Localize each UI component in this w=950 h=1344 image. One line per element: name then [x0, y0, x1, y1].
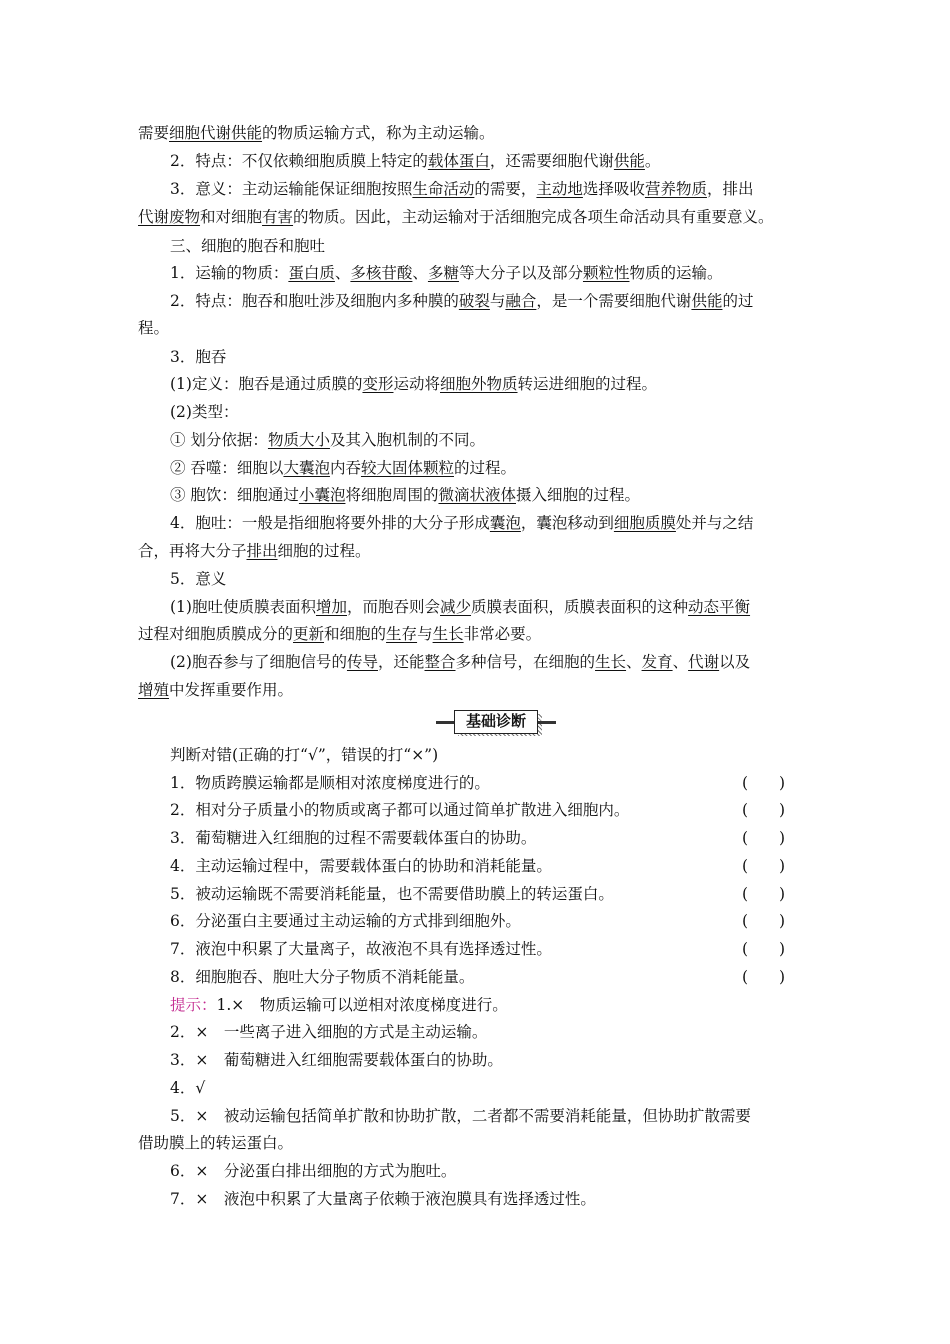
- text-segment: (1)胞吐使质膜表面积: [170, 598, 316, 616]
- text-line: [170, 569, 818, 589]
- text-segment: 的需要，: [474, 180, 537, 198]
- key-term: 营养物质: [644, 180, 707, 198]
- text-line: [138, 680, 818, 700]
- answer-box[interactable]: ( ): [742, 801, 786, 819]
- key-term: 有害: [262, 208, 294, 226]
- text-segment: 多种信号，在细胞的: [455, 653, 596, 671]
- answer-line: [170, 995, 818, 1015]
- text-segment: 。: [644, 152, 661, 170]
- question-text: 8．细胞胞吞、胞吐大分子物质不消耗能量。: [170, 968, 475, 986]
- text-segment: 将细胞周围的: [345, 486, 439, 504]
- text-segment: 、: [672, 653, 689, 671]
- key-term: 生长: [432, 625, 464, 643]
- key-term: 供能: [691, 292, 723, 310]
- key-term: 小囊泡: [298, 486, 346, 504]
- key-term: 蛋白质: [288, 264, 335, 282]
- question-text: 1．物质跨膜运输都是顺相对浓度梯度进行的。: [170, 774, 490, 792]
- key-term: 变形: [362, 375, 394, 393]
- text-segment: ，还需要细胞代谢: [489, 152, 614, 170]
- text-segment: 程。: [138, 319, 170, 337]
- text-line: [170, 513, 818, 533]
- key-term: 减少: [440, 598, 472, 616]
- text-line: [170, 179, 818, 199]
- answer-box[interactable]: ( ): [742, 857, 786, 875]
- answer-box[interactable]: ( ): [742, 968, 786, 986]
- text-segment: 的物质运输方式，称为主动运输。: [262, 124, 495, 142]
- key-term: 多糖: [427, 264, 459, 282]
- text-line: [170, 430, 818, 450]
- answer-line: 借助膜上的转运蛋白。: [138, 1134, 294, 1152]
- text-segment: ② 吞噬：细胞以: [170, 459, 284, 477]
- key-term: 破裂: [458, 292, 490, 310]
- text-segment: 4．胞吐：一般是指细胞将要外排的大分子形成: [170, 514, 490, 532]
- key-term: 供能: [613, 152, 645, 170]
- question-text: 7．液泡中积累了大量离子，故液泡不具有选择透过性。: [170, 940, 552, 958]
- text-segment: 1．运输的物质：: [170, 264, 289, 282]
- key-term: 生长: [595, 653, 627, 671]
- text-segment: 2．特点：胞吞和胞吐涉及细胞内多种膜的: [170, 292, 459, 310]
- section-title-banner: [436, 710, 556, 734]
- key-term: 增加: [315, 598, 347, 616]
- text-segment: ③ 胞饮：细胞通过: [170, 486, 299, 504]
- answer-box[interactable]: ( ): [742, 885, 786, 903]
- text-line: [170, 402, 818, 422]
- text-segment: 三、细胞的胞吞和胞吐: [170, 237, 326, 255]
- key-term: 发育: [641, 653, 673, 671]
- text-segment: 运动将: [393, 375, 440, 393]
- key-term: 融合: [505, 292, 537, 310]
- text-segment: 、: [626, 653, 642, 671]
- text-line: [170, 458, 818, 478]
- text-segment: 及其入胞机制的不同。: [329, 431, 485, 449]
- question-text: 4．主动运输过程中，需要载体蛋白的协助和消耗能量。: [170, 857, 552, 875]
- text-segment: ，排出: [706, 180, 754, 198]
- text-line: [170, 263, 818, 283]
- key-term: 代谢: [688, 653, 720, 671]
- key-term: 细胞代谢供能: [169, 124, 263, 142]
- key-term: 整合: [424, 653, 456, 671]
- text-segment: 质膜表面积，质膜表面积的这种: [471, 598, 689, 616]
- answer-line: 5．× 被动运输包括简单扩散和协助扩散，二者都不需要消耗能量，但协助扩散需要: [170, 1107, 751, 1125]
- text-segment: 中发挥重要作用。: [169, 681, 294, 699]
- text-segment: 物质的运输。: [629, 264, 723, 282]
- answer-line: 6．× 分泌蛋白排出细胞的方式为胞吐。: [170, 1162, 457, 1180]
- text-segment: 需要: [138, 124, 170, 142]
- text-segment: 处并与之结: [675, 514, 754, 532]
- text-segment: 细胞的过程。: [277, 542, 371, 560]
- answer-text: 1.× 物质运输可以逆相对浓度梯度进行。: [216, 996, 508, 1014]
- key-term: 物质大小: [267, 431, 330, 449]
- text-segment: 和对细胞: [200, 208, 263, 226]
- key-term: 代谢废物: [138, 208, 201, 226]
- title-bar-right: [538, 721, 556, 724]
- question-text: 3．葡萄糖进入红细胞的过程不需要载体蛋白的协助。: [170, 829, 537, 847]
- text-segment: 选择吸收: [582, 180, 645, 198]
- section-title: 基础诊断: [454, 710, 538, 734]
- answer-line: 3．× 葡萄糖进入红细胞需要载体蛋白的协助。: [170, 1051, 503, 1069]
- key-term: 增殖: [138, 681, 170, 699]
- text-segment: 合，再将大分子: [138, 542, 247, 560]
- answer-line: 7．× 液泡中积累了大量离子依赖于液泡膜具有选择透过性。: [170, 1190, 596, 1208]
- key-term: 排出: [246, 542, 278, 560]
- text-segment: (2)类型：: [170, 403, 239, 421]
- text-segment: 与: [489, 292, 506, 310]
- text-segment: 、: [334, 264, 351, 282]
- text-segment: 的过: [722, 292, 754, 310]
- answer-box[interactable]: ( ): [742, 912, 786, 930]
- key-term: 较大固体颗粒: [360, 459, 454, 477]
- text-segment: 和细胞的: [324, 625, 387, 643]
- key-term: 大囊泡: [283, 459, 330, 477]
- key-term: 颗粒性: [582, 264, 630, 282]
- key-term: 生命活动: [412, 180, 475, 198]
- question-text: 5．被动运输既不需要消耗能量，也不需要借助膜上的转运蛋白。: [170, 885, 614, 903]
- hint-label: 提示：: [170, 996, 217, 1014]
- key-term: 囊泡: [489, 514, 521, 532]
- text-line: [138, 318, 818, 338]
- answer-line: 2．× 一些离子进入细胞的方式是主动运输。: [170, 1023, 488, 1041]
- text-segment: 3．意义：主动运输能保证细胞按照: [170, 180, 413, 198]
- text-line: [138, 207, 818, 227]
- answer-box[interactable]: ( ): [742, 829, 786, 847]
- text-segment: 等大分子以及部分: [458, 264, 583, 282]
- text-line: [170, 597, 818, 617]
- key-term: 载体蛋白: [427, 152, 490, 170]
- text-segment: ，囊泡移动到: [520, 514, 614, 532]
- text-line: [170, 485, 818, 505]
- key-term: 生存: [386, 625, 418, 643]
- key-term: 细胞外物质: [440, 375, 518, 393]
- text-line: [138, 541, 818, 561]
- text-segment: 5．意义: [170, 570, 227, 588]
- text-segment: 摄入细胞的过程。: [515, 486, 640, 504]
- text-segment: 、: [412, 264, 428, 282]
- text-segment: 与: [417, 625, 433, 643]
- key-term: 动态平衡: [688, 598, 751, 616]
- question-text: 6．分泌蛋白主要通过主动运输的方式排到细胞外。: [170, 912, 521, 930]
- answer-box[interactable]: ( ): [742, 940, 786, 958]
- text-line: [170, 374, 818, 394]
- key-term: 细胞质膜: [613, 514, 676, 532]
- text-segment: 非常必要。: [463, 625, 542, 643]
- key-term: 主动地: [536, 180, 583, 198]
- text-segment: (2)胞吞参与了细胞信号的: [170, 653, 347, 671]
- text-segment: 的过程。: [453, 459, 516, 477]
- text-segment: ① 划分依据：: [170, 431, 268, 449]
- text-segment: (1)定义：胞吞是通过质膜的: [170, 375, 363, 393]
- text-line: [138, 624, 818, 644]
- key-term: 多核苷酸: [350, 264, 413, 282]
- instruction: 判断对错(正确的打“√”，错误的打“×”): [170, 746, 439, 764]
- key-term: 传导: [346, 653, 378, 671]
- text-line: [170, 652, 818, 672]
- section-heading: [170, 236, 818, 256]
- answer-line: 4．√: [170, 1079, 206, 1097]
- text-segment: 3．胞吞: [170, 348, 227, 366]
- text-segment: 转运进细胞的过程。: [517, 375, 658, 393]
- text-line: [170, 347, 818, 367]
- text-segment: 内吞: [329, 459, 361, 477]
- key-term: 微滴状液体: [438, 486, 516, 504]
- answer-box[interactable]: ( ): [742, 774, 786, 792]
- text-line: [170, 291, 818, 311]
- text-line: [170, 151, 818, 171]
- text-line: [138, 123, 818, 143]
- title-bar-left: [436, 721, 454, 724]
- text-segment: ，是一个需要细胞代谢: [536, 292, 692, 310]
- text-segment: 的物质。因此，主动运输对于活细胞完成各项生命活动具有重要意义。: [293, 208, 774, 226]
- text-segment: ，还能: [377, 653, 425, 671]
- text-segment: 过程对细胞质膜成分的: [138, 625, 294, 643]
- text-segment: 2．特点：不仅依赖细胞质膜上特定的: [170, 152, 428, 170]
- text-segment: ，而胞吞则会: [346, 598, 440, 616]
- question-text: 2．相对分子质量小的物质或离子都可以通过简单扩散进入细胞内。: [170, 801, 630, 819]
- text-segment: 以及: [719, 653, 751, 671]
- key-term: 更新: [293, 625, 325, 643]
